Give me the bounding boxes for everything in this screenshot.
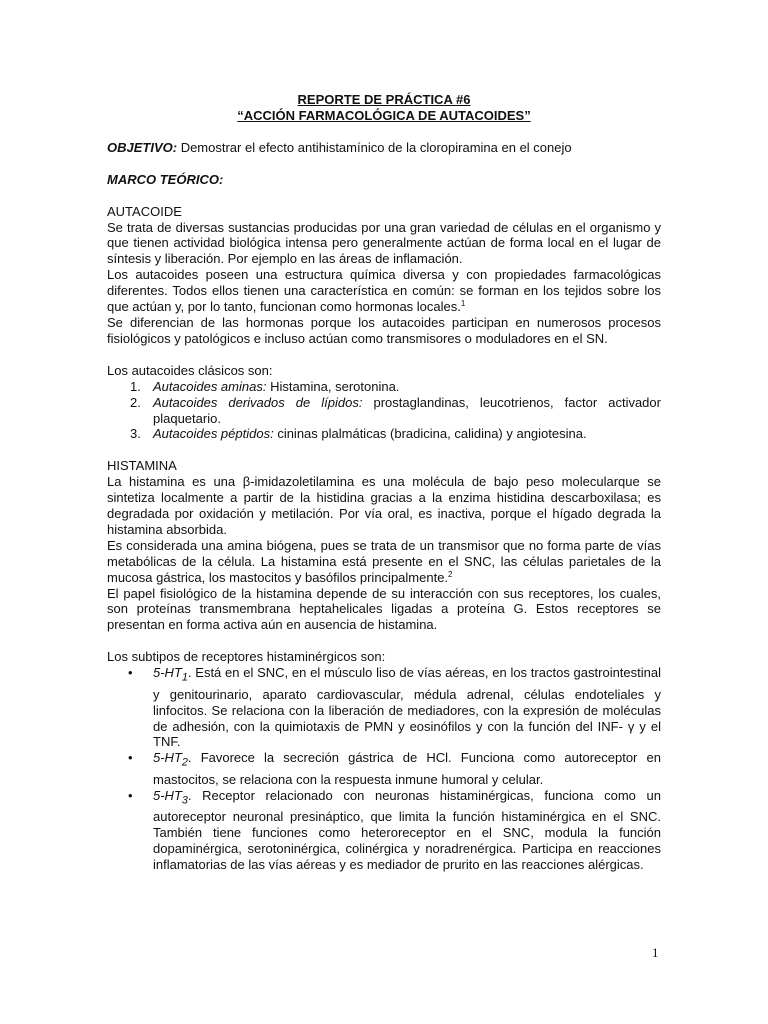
objective-label: OBJETIVO:	[107, 139, 178, 155]
histamina-paragraph-1: La histamina es una β-imidazoletilamina es una molécula de bajo peso molecularque se sintetiza localmente a partir de la histidina gracias a la enzima histidina descarboxilasa; es degradada por oxidación y metilación. Por vía oral, es inactiva, porque el hígado degrada la histamina absorbida.	[107, 474, 661, 537]
autacoide-heading: AUTACOIDE	[107, 203, 182, 219]
receptor-name: 5-HT	[153, 665, 182, 681]
classics-list	[107, 379, 661, 443]
list-number: 3.	[130, 426, 141, 442]
receptor-subscript: 3	[181, 794, 188, 807]
receptor-subscript: 1	[181, 671, 188, 684]
objective-text: Demostrar el efecto antihistamínico de la cloropiramina en el conejo	[177, 139, 572, 155]
receptor-term	[153, 787, 188, 807]
receptor-term	[153, 750, 188, 769]
histamina-paragraph-2-text: Es considerada una amina biógena, pues se trata de un transmisor que no forma parte de vías metabólicas de la célula. La histamina está presente en el SNC, las células parietales de la mucosa gástrica, los mastocitos y basófilos principalmente.	[107, 537, 661, 585]
receptor-term	[153, 665, 188, 684]
page-content	[107, 92, 661, 873]
list-item	[107, 788, 661, 873]
autacoide-paragraph-2	[107, 267, 661, 315]
page-number: 1	[652, 945, 659, 960]
list-text: cininas plalmáticas (bradicina, calidina) y angiotesina.	[273, 426, 587, 442]
receptor-text: . Está en el SNC, en el músculo liso de vías aéreas, en los tractos gastrointestinal y genitourinario, aparato cardiovascular, médula adrenal, células endoteliales y linfocitos. Se relaciona con la liberación de mediadores, con la expresión de moléculas de adhesión, con la quimiotaxis de PMN y eosinófilos y con la función del INF- γ y el TNF.	[153, 665, 661, 750]
receptors-list	[107, 665, 661, 873]
receptors-intro: Los subtipos de receptores histaminérgicos son:	[107, 649, 386, 665]
list-number: 1.	[130, 378, 141, 394]
list-number: 2.	[130, 394, 141, 410]
receptor-name: 5-HT	[153, 787, 182, 803]
list-term: Autacoides aminas:	[153, 378, 267, 394]
list-item	[107, 750, 661, 787]
histamina-paragraph-2	[107, 538, 661, 586]
bullet-icon: •	[128, 665, 133, 681]
list-term: Autacoides péptidos:	[153, 426, 274, 442]
classics-intro: Los autacoides clásicos son:	[107, 362, 273, 378]
list-item	[107, 426, 661, 442]
report-subtitle: “ACCIÓN FARMACOLÓGICA DE AUTACOIDES”	[237, 107, 531, 123]
histamina-heading: HISTAMINA	[107, 458, 177, 474]
footnote-ref-2: 2	[448, 569, 453, 579]
bullet-icon: •	[128, 787, 133, 803]
list-item	[107, 379, 661, 395]
list-text: Histamina, serotonina.	[266, 378, 400, 394]
receptor-subscript: 2	[181, 756, 188, 769]
list-item	[107, 665, 661, 750]
receptor-text: . Favorece la secreción gástrica de HCl. Funciona como autoreceptor en mastocitos, se relaciona con la respuesta inmune humoral y celular.	[153, 750, 661, 787]
bullet-icon: •	[128, 750, 133, 766]
report-title: REPORTE DE PRÁCTICA #6	[297, 92, 471, 107]
autacoide-paragraph-1: Se trata de diversas sustancias producidas por una gran variedad de células en el organismo y que tienen actividad biológica intensa pero generalmente actúan de forma local en el lugar de síntesis y liberación. Por ejemplo en las áreas de inflamación.	[107, 219, 661, 267]
objective-paragraph	[107, 140, 661, 156]
list-text: prostaglandinas, leucotrienos, factor activador plaquetario.	[153, 394, 661, 426]
histamina-paragraph-3: El papel fisiológico de la histamina depende de su interacción con sus receptores, los cuales, son proteínas transmembrana heptahelicales ligadas a proteína G. Estos receptores se presentan en forma activa aún en ausencia de histamina.	[107, 585, 661, 633]
list-item	[107, 395, 661, 427]
autacoide-paragraph-2-text: Los autacoides poseen una estructura química diversa y con propiedades farmacológicas diferentes. Todos ellos tienen una característica en común: se forman en los tejidos sobre los que actúan y, por lo tanto, funcionan como hormonas locales.	[107, 267, 661, 315]
autacoide-paragraph-3: Se diferencian de las hormonas porque los autacoides participan en numerosos procesos fisiológicos y patológicos e incluso actúan como transmisores o moduladores en el SN.	[107, 314, 661, 346]
receptor-text: . Receptor relacionado con neuronas histaminérgicas, funciona como un autoreceptor neuronal presináptico, que limita la función histaminérgica en el SNC. También tiene funciones como heteroreceptor en el SNC, modula la función dopaminérgica, serotoninérgica, colinérgica y noradrenérgica. Participa en reacciones inflamatorias de las vías aéreas y es mediador de prurito en las reacciones alérgicas.	[153, 787, 661, 872]
footnote-ref-1: 1	[460, 299, 466, 309]
marco-teorico-heading: MARCO TEÓRICO:	[107, 171, 224, 187]
list-term: Autacoides derivados de lípidos:	[153, 394, 363, 410]
receptor-name: 5-HT	[153, 750, 182, 766]
